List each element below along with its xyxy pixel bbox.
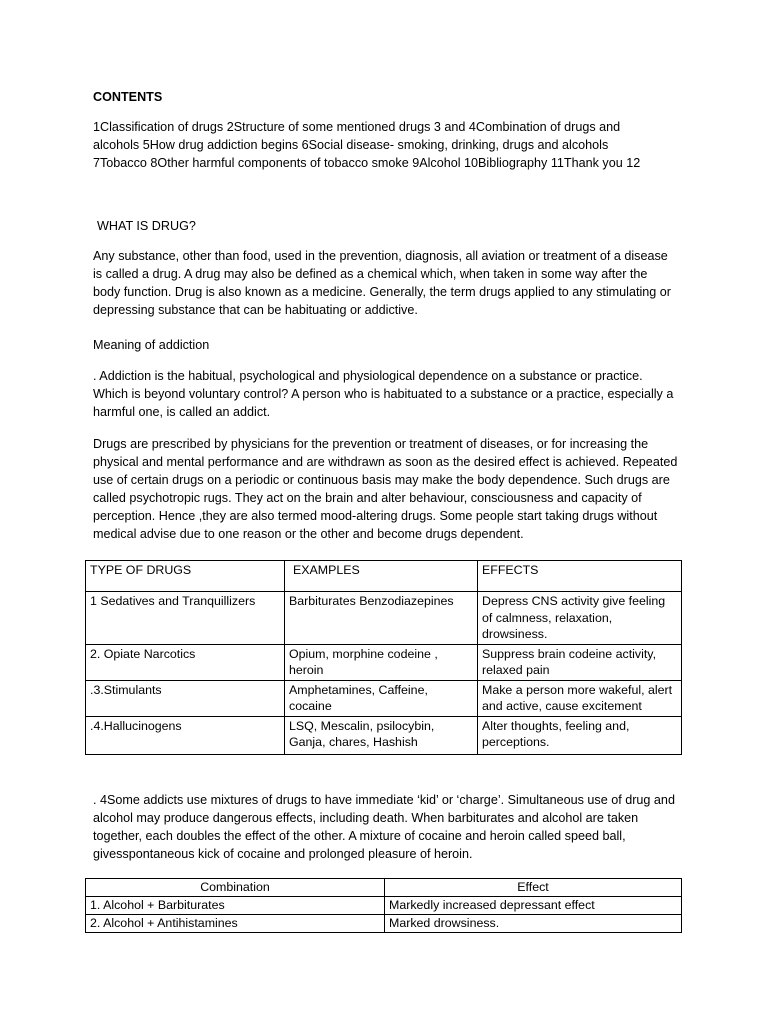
what-is-drug-heading: WHAT IS DRUG? <box>97 219 196 233</box>
combination-table <box>85 878 682 933</box>
table-header-row <box>86 561 682 592</box>
table-cell: Suppress brain codeine activity, relaxed pain <box>478 644 682 680</box>
table-cell: Amphetamines, Caffeine, cocaine <box>285 680 478 716</box>
table-header-cell: TYPE OF DRUGS <box>86 561 285 592</box>
table-row <box>86 915 682 933</box>
table-row <box>86 897 682 915</box>
drugs-paragraph: Drugs are prescribed by physicians for the prevention or treatment of diseases, or for increasing the physical and mental performance and are withdrawn as soon as the desired effect is achieved. Repeated use of certain drugs on a periodic or continuous basis may make the body dependence. Such drugs are called psychotropic rugs. They act on the brain and alter behaviour, consciousness and capacity of perception. Hence ,they are also termed mood-altering drugs. Some people start taking drugs without medical advise due to one reason or the other and become drugs dependent. <box>93 437 678 541</box>
table-row <box>86 644 682 680</box>
contents-line: alcohols 5How drug addiction begins 6Social disease- smoking, drinking, drugs and alcohols <box>93 138 609 152</box>
table-header-cell: EXAMPLES <box>285 561 478 592</box>
table-cell: Make a person more wakeful, alert and active, cause excitement <box>478 680 682 716</box>
addiction-heading: Meaning of addiction <box>93 338 210 352</box>
table-cell: LSQ, Mescalin, psilocybin, Ganja, chares, Hashish <box>285 716 478 754</box>
what-is-drug-paragraph: Any substance, other than food, used in the prevention, diagnosis, all aviation or treatment of a disease is called a drug. A drug may also be defined as a chemical which, when taken in some way after the body function. Drug is also known as a medicine. Generally, the term drugs applied to any stimulating or depressing substance that can be habituating or addictive. <box>93 249 671 317</box>
contents-line: 1Classification of drugs 2Structure of some mentioned drugs 3 and 4Combination of drugs and <box>93 120 621 134</box>
table-cell: Opium, morphine codeine , heroin <box>285 644 478 680</box>
table-cell: Barbiturates Benzodiazepines <box>285 592 478 645</box>
contents-list <box>93 118 693 172</box>
table-cell: Markedly increased depressant effect <box>385 897 682 915</box>
table-cell: Marked drowsiness. <box>385 915 682 933</box>
table-cell: Depress CNS activity give feeling of calmness, relaxation, drowsiness. <box>478 592 682 645</box>
table-cell: .4.Hallucinogens <box>86 716 285 754</box>
table-cell: Alter thoughts, feeling and, perceptions. <box>478 716 682 754</box>
table-row <box>86 716 682 754</box>
table-cell: 1 Sedatives and Tranquillizers <box>86 592 285 645</box>
drug-types-table <box>85 560 682 755</box>
table-header-cell: EFFECTS <box>478 561 682 592</box>
table-header-row <box>86 879 682 897</box>
contents-heading: CONTENTS <box>93 90 163 104</box>
table-row <box>86 592 682 645</box>
table-header-cell: Combination <box>86 879 385 897</box>
table-cell: 1. Alcohol + Barbiturates <box>86 897 385 915</box>
table-row <box>86 680 682 716</box>
table-cell: 2. Alcohol + Antihistamines <box>86 915 385 933</box>
contents-line: 7Tobacco 8Other harmful components of tobacco smoke 9Alcohol 10Bibliography 11Thank you 12 <box>93 156 641 170</box>
table-cell: .3.Stimulants <box>86 680 285 716</box>
table-header-cell: Effect <box>385 879 682 897</box>
combination-paragraph: . 4Some addicts use mixtures of drugs to have immediate ‘kid’ or ‘charge’. Simultaneous use of drug and alcohol may produce dangerous effects, including death. When barbiturates and alcohol are taken together, each doubles the effect of the other. A mixture of cocaine and heroin called speed ball, givesspontaneous kick of cocaine and prolonged pleasure of heroin. <box>93 793 675 861</box>
addiction-paragraph: . Addiction is the habitual, psychological and physiological dependence on a substance or practice. Which is beyond voluntary control? A person who is habituated to a substance or a practice, especially a harmful one, is called an addict. <box>93 369 674 419</box>
table-cell: 2. Opiate Narcotics <box>86 644 285 680</box>
